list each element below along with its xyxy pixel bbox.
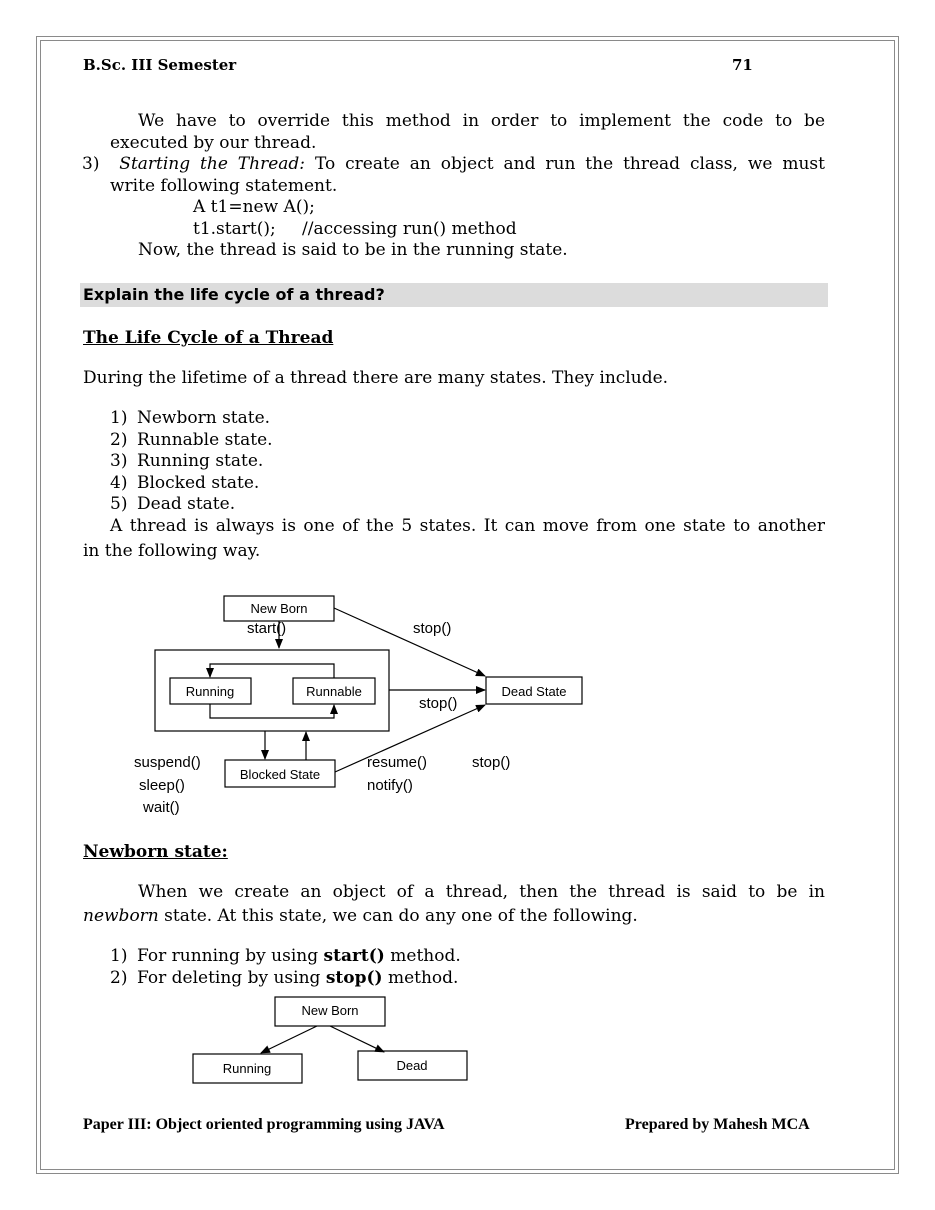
question-heading: Explain the life cycle of a thread?	[83, 285, 385, 304]
stop-top-arrow	[334, 608, 485, 676]
newborn-section-title: Newborn state:	[83, 842, 228, 862]
runnable-label: Runnable	[306, 684, 362, 699]
d2-dead-label: Dead	[396, 1058, 428, 1073]
list-item: 4) Blocked state.	[110, 473, 260, 493]
override-line-2: executed by our thread.	[110, 133, 317, 153]
d2-to-dead-arrow	[330, 1026, 384, 1052]
stop-method: stop()	[325, 968, 383, 988]
code-line-1: A t1=new A();	[193, 197, 315, 217]
stop-bottom-label: stop()	[472, 754, 511, 771]
code-line-2a: t1.start();	[193, 219, 276, 239]
resume-label: resume()	[367, 754, 428, 771]
newborn-line-2-rest: state. At this state, we can do any one of the following.	[158, 906, 638, 926]
step-number: 3)	[82, 154, 100, 174]
list-item: 2) Runnable state.	[110, 430, 273, 450]
start-label: start()	[247, 620, 287, 637]
code-line-2b: //accessing run() method	[302, 219, 517, 239]
move-line-1: A thread is always is one of the 5 states. It can move from one state to another	[110, 516, 825, 536]
list-item: 3) Running state.	[110, 451, 264, 471]
list-item: 1) For running by using start() method.	[110, 946, 461, 966]
step-3-line-2: write following statement.	[110, 176, 338, 196]
override-line-1: We have to override this method in order to implement the code to be	[138, 111, 825, 131]
blocked-state-label: Blocked State	[239, 767, 321, 782]
sleep-label: sleep()	[139, 777, 185, 794]
d2-new-born-label: New Born	[301, 1003, 359, 1018]
move-line-2: in the following way.	[83, 541, 261, 561]
header-page-number: 71	[732, 56, 753, 74]
list-item: 5) Dead state.	[110, 494, 236, 514]
step-label: Starting the Thread:	[119, 154, 306, 174]
section-title: The Life Cycle of a Thread	[83, 328, 334, 348]
step-text-1: To create an object and run the thread class, we must	[305, 154, 825, 174]
runnable-to-running-arrow	[210, 664, 334, 678]
newborn-em: newborn	[83, 906, 159, 926]
dead-state-label: Dead State	[501, 684, 567, 699]
running-to-runnable-arrow	[210, 704, 334, 718]
wait-label: wait()	[143, 799, 180, 816]
running-state-line: Now, the thread is said to be in the running state.	[138, 240, 568, 260]
list-item: 2) For deleting by using stop() method.	[110, 968, 459, 988]
new-born-label: New Born	[250, 601, 308, 616]
d2-to-running-arrow	[261, 1026, 317, 1053]
footer-left: Paper III: Object oriented programming using JAVA	[83, 1116, 445, 1133]
footer-right: Prepared by Mahesh MCA	[625, 1116, 810, 1133]
notify-label: notify()	[367, 777, 413, 794]
list-item: 1) Newborn state.	[110, 408, 271, 428]
newborn-line-1: When we create an object of a thread, then the thread is said to be in	[138, 882, 825, 902]
stop-top-label: stop()	[413, 620, 452, 637]
start-method: start()	[323, 946, 385, 966]
lifetime-text: During the lifetime of a thread there are many states. They include.	[83, 368, 669, 388]
suspend-label: suspend()	[134, 754, 201, 771]
newborn-line-2	[83, 906, 638, 927]
d2-running-label: Running	[222, 1061, 272, 1076]
header-course: B.Sc. III Semester	[83, 56, 237, 74]
stop-mid-label: stop()	[419, 695, 458, 712]
running-label: Running	[185, 684, 235, 699]
